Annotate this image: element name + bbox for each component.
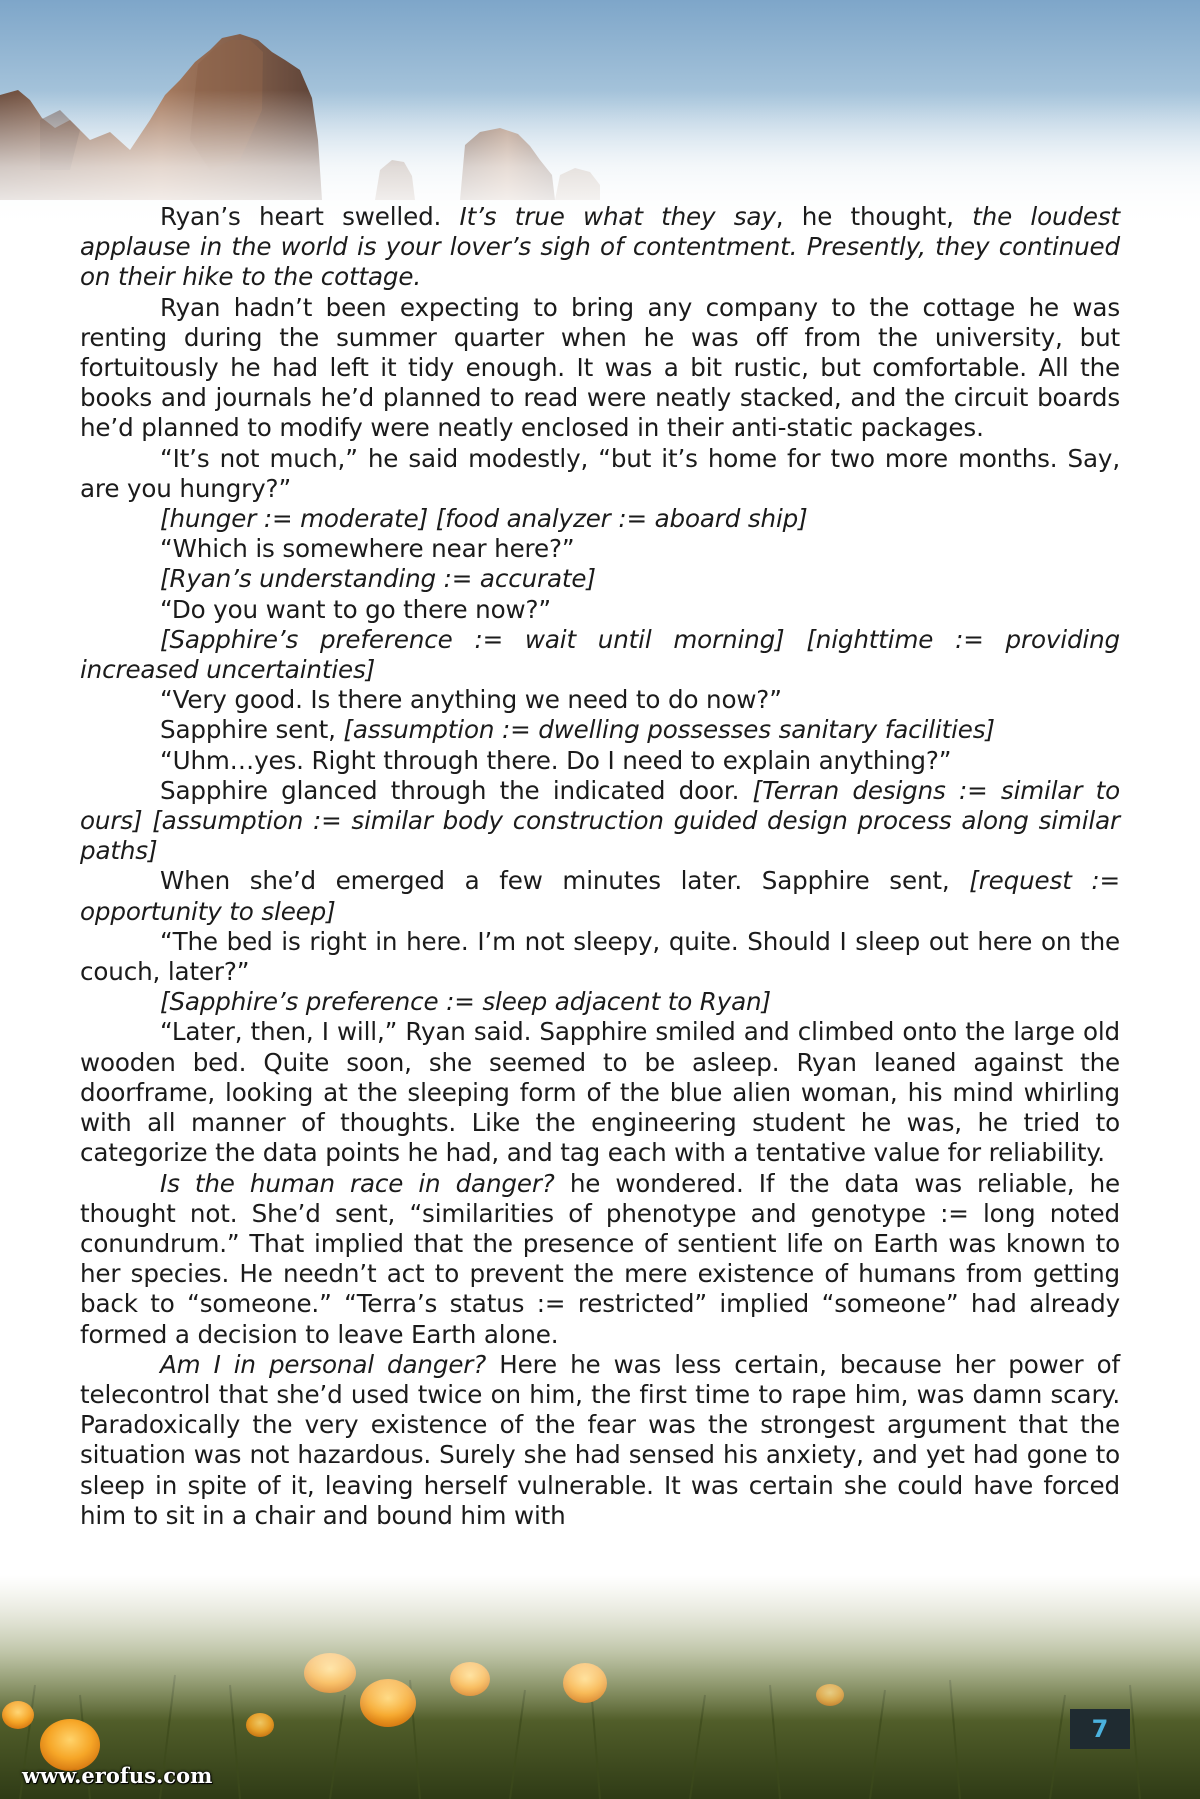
rock-pinnacles-image [0, 0, 1200, 230]
paragraph-12: Sapphire glanced through the indicated door. [Terran designs := similar to ours] [assumption := similar body construction guided design process along similar paths] [80, 775, 1120, 866]
paragraph-4: [hunger := moderate] [food analyzer := aboard ship] [160, 504, 808, 534]
paragraph-11: “Uhm…yes. Right through there. Do I need to explain anything?” [160, 745, 952, 775]
watermark-text: www.erofus.com [22, 1763, 213, 1788]
paragraph-17: Is the human race in danger? he wondered. If the data was reliable, he thought not. She’d sent, “similarities of phenotype and genotype := long noted conundrum.” That implied that the presence of sentient life on Earth was known to her species. He needn’t act to prevent the mere existence of humans from getting back to “someone.” “Terra’s status := restricted” implied “someone” had already formed a decision to leave Earth alone. [80, 1168, 1120, 1349]
paragraph-16: “Later, then, I will,” Ryan said. Sapphire smiled and climbed onto the large old wooden bed. Quite soon, she seemed to be asleep. Ryan leaned against the doorframe, looking at the sleeping form of the blue alien woman, his mind whirling with all manner of thoughts. Like the engineering student he was, he tried to categorize the data points he had, and tag each with a tentative value for reliability. [80, 1017, 1120, 1168]
header-rock-landscape [0, 0, 1200, 230]
paragraph-10: Sapphire sent, [assumption := dwelling possesses sanitary facilities] [160, 715, 995, 745]
paragraph-3: “It’s not much,” he said modestly, “but it’s home for two more months. Say, are you hungry?” [80, 443, 1120, 503]
paragraph-15: [Sapphire’s preference := sleep adjacent to Ryan] [160, 987, 771, 1017]
paragraph-8: [Sapphire’s preference := wait until morning] [nighttime := providing increased uncertainties] [80, 624, 1120, 685]
paragraph-9: “Very good. Is there anything we need to do now?” [160, 685, 782, 715]
paragraph-7: “Do you want to go there now?” [160, 594, 551, 624]
story-text [80, 202, 1120, 1531]
paragraph-6: [Ryan’s understanding := accurate] [160, 564, 596, 594]
page-number-badge: 7 [1070, 1709, 1130, 1749]
paragraph-13: When she’d emerged a few minutes later. Sapphire sent, [request := opportunity to sleep] [80, 866, 1120, 926]
paragraph-2: Ryan hadn’t been expecting to bring any company to the cottage he was renting during the summer quarter when he was off from the university, but fortuitously he had left it tidy enough. It was a bit rustic, but comfortable. All the books and journals he’d planned to read were neatly stacked, and the circuit boards he’d planned to modify were neatly enclosed in their anti-static packages. [80, 292, 1120, 443]
paragraph-18: Am I in personal danger? Here he was less certain, because her power of telecontrol that she’d used twice on him, the first time to rape him, was damn scary. Paradoxically the very existence of the fear was the strongest argument that the situation was not hazardous. Surely she had sensed his anxiety, and yet had gone to sleep in spite of it, leaving herself vulnerable. It was certain she could have forced him to sit in a chair and bound him with [80, 1349, 1120, 1530]
paragraph-5: “Which is somewhere near here?” [160, 534, 575, 564]
paragraph-14: “The bed is right in here. I’m not sleepy, quite. Should I sleep out here on the couch, later?” [80, 926, 1120, 987]
paragraph-1: Ryan’s heart swelled. It’s true what they say, he thought, the loudest applause in the world is your lover’s sigh of contentment. Presently, they continued on their hike to the cottage. [80, 202, 1121, 292]
